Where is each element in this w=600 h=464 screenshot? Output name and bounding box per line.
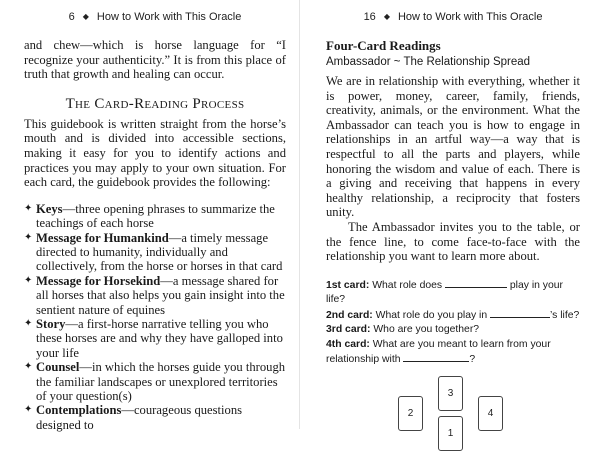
fill-in-blank [445,278,507,288]
list-item-text: —courageous questions designed to [36,403,243,432]
question-label: 2nd card: [326,309,373,321]
list-item-term: Story [36,317,66,331]
right-page [304,0,600,439]
list-item-text: —a message shared for all horses that also helps you gain insight into the sentient nature of equines [36,273,285,317]
fill-in-blank [490,308,550,318]
section-paragraph: This guidebook is written straight from the horse’s mouth and is divided into accessible sections, making it easy for you to identify actions and practices you may apply to your own situation. For each card, the guidebook provides the following: [24,116,286,190]
question-text: What are you meant to learn from your relationship with [326,338,551,366]
bullet-star-icon: ✦ [24,231,33,243]
question-label: 3rd card: [326,324,371,336]
intro-paragraph: and chew—which is horse language for “I recognize your authenticity.” It is from this place of truth that growth and healing can occur. [24,38,286,82]
page-number-left: 6 [68,11,75,23]
card-position-1: 1 [438,416,463,451]
question-label: 4th card: [326,338,370,350]
list-item-term: Counsel [36,360,80,375]
question-line [326,308,580,324]
list-item-term: Message for Humankind [36,230,169,245]
running-head-title-right: How to Work with This Oracle [397,11,543,23]
card-sections-list [24,202,286,433]
list-item-text: —a first-horse narrative telling you who these horses are and why they have galloped into your life [36,317,283,360]
list-item [24,274,286,317]
question-text: What role does [369,279,445,291]
question-label: 1st card: [326,279,370,291]
section-heading: Four-Card Readings [326,38,441,53]
page-number-right: 16 [363,11,376,23]
spread-paragraph-2: The Ambassador invites you to the table, or the fence line, to come face-to-face with the relationship you want to learn more about. [326,219,580,264]
section-title-text: The Card-Reading Process [65,95,245,112]
list-item-term: Keys [36,201,63,216]
list-item-text: —three opening phrases to summarize the teachings of each horse [36,201,275,231]
card-layout-diagram [326,376,582,464]
spread-paragraph-1: We are in relationship with everything, whether it is power, money, career, family, friends, creativity, animals, or the environment. What the Ambassador can teach you is how to engage in relationships in an artful way—a way that is respectful to all the parts and players, while honoring the wisdom and value of each. There is a giving and receiving that happens in every healthy relationship, a reciprocity that fosters unity. [326,74,580,220]
page-gutter [299,0,300,429]
question-text: Who are you together? [370,324,480,336]
list-item [24,403,286,432]
list-item-term: Contemplations [36,403,122,418]
question-text-end: ’s life? [550,309,580,321]
list-item-term: Message for Horsekind [36,273,161,288]
running-head-left [24,10,286,28]
spread-subheading: Ambassador ~ The Relationship Spread [326,56,531,68]
left-page [0,0,300,432]
bullet-star-icon: ✦ [24,361,33,373]
question-text-end: ? [469,354,476,366]
bullet-star-icon: ✦ [24,404,33,416]
list-item-text: —a timely message directed to humanity, individually and collectively, from the horse or horses in that card [36,230,283,274]
list-item [24,202,286,231]
bullet-star-icon: ✦ [24,274,33,286]
question-text: What role do you play in [372,309,491,321]
fill-in-blank [403,352,469,362]
list-item [24,317,286,360]
card-questions [326,278,580,368]
card-position-3: 3 [438,376,463,411]
running-head-title-left: How to Work with This Oracle [96,11,242,23]
list-item-text: —in which the horses guide you through the familiar landscapes or unexplored territories of your question(s) [36,360,286,404]
section-title [24,96,286,113]
list-item [24,360,286,403]
card-position-2: 2 [398,396,423,431]
card-position-4: 4 [478,396,503,431]
bullet-star-icon: ✦ [24,318,33,329]
separator-diamond-icon: ◆ [383,12,390,21]
question-line [326,278,580,308]
question-text-end: play in your life? [326,279,564,306]
running-head-right [326,10,580,28]
separator-diamond-icon: ◆ [82,12,89,21]
question-line [326,323,580,338]
question-line [326,338,580,368]
list-item [24,231,286,274]
bullet-star-icon: ✦ [24,202,33,214]
